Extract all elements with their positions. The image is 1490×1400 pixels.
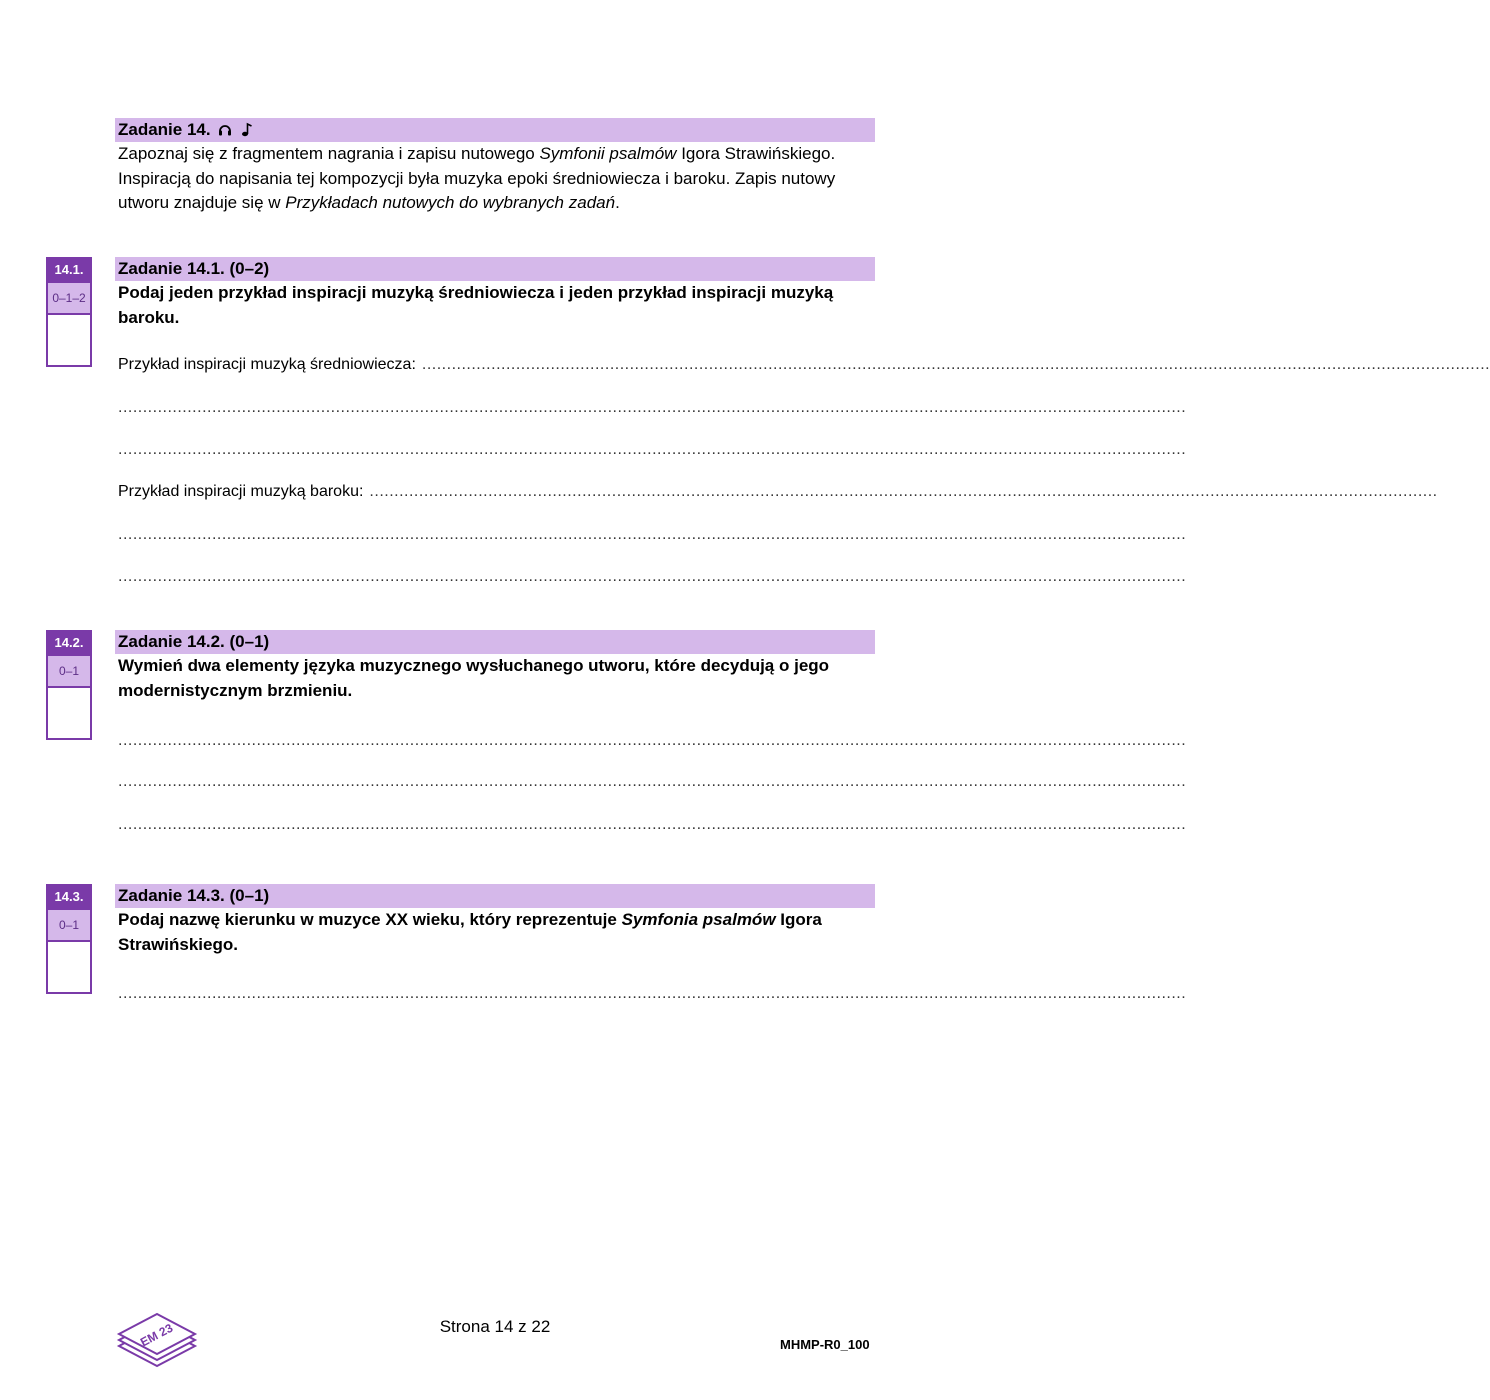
score-box-14-2 [46,630,92,740]
answer-line[interactable]: ........................................................................................................................................................................................................................ [118,399,1187,416]
answer-line[interactable]: ........................................................................................................................................................................................................................ [118,441,1187,458]
answer-line[interactable]: ........................................................................................................................................................................................................................ [118,732,1187,749]
score-box-points: 0–1–2 [48,281,90,315]
exam-code: MHMP-R0_100 [780,1337,870,1352]
score-box-number: 14.2. [48,632,90,654]
score-box-points: 0–1 [48,654,90,688]
task14-1-header [115,257,875,281]
answer-line-baroque[interactable]: Przykład inspiracji muzyką baroku: ........................................................................................................................................................................................................................ [118,481,873,503]
score-box-grade-field[interactable] [48,942,90,992]
task14-2-title: Zadanie 14.2. (0–1) [118,632,270,651]
score-box-grade-field[interactable] [48,688,90,738]
svg-text:EM 23: EM 23 [137,1320,176,1350]
score-box-grade-field[interactable] [48,315,90,365]
answer-label-baroque: Przykład inspiracji muzyką baroku: [118,483,364,500]
task14-2-instruction: Wymień dwa elementy języka muzycznego wysłuchanego utworu, które decydują o jego modernistycznym brzmieniu. [118,656,830,700]
page-number: Strona 14 z 22 [439,1317,551,1336]
answer-label-medieval: Przykład inspiracji muzyką średniowiecza: [118,356,416,373]
task14-title: Zadanie 14. [118,120,211,139]
answer-line[interactable]: ........................................................................................................................................................................................................................ [118,773,1187,790]
task14-1-instruction: Podaj jeden przykład inspiracji muzyką średniowiecza i jeden przykład inspiracji muzyką baroku. [118,283,834,327]
task14-header [115,118,875,142]
answer-line[interactable]: ........................................................................................................................................................................................................................ [118,526,1187,543]
score-box-number: 14.1. [48,259,90,281]
score-box-14-1 [46,257,92,367]
score-box-14-3 [46,884,92,994]
task14-3-instruction: Podaj nazwę kierunku w muzyce XX wieku, który reprezentuje Symfonia psalmów Igora Strawińskiego. [118,910,822,954]
score-box-points: 0–1 [48,908,90,942]
headphones-icon [218,123,232,137]
answer-line-medieval[interactable]: Przykład inspiracji muzyką średniowiecza: ........................................................................................................................................................................................................................ [118,354,873,376]
task14-2-header [115,630,875,654]
score-box-number: 14.3. [48,886,90,908]
task14-1-title: Zadanie 14.1. (0–2) [118,259,270,278]
answer-line[interactable]: ........................................................................................................................................................................................................................ [118,568,1187,585]
task14-3-header [115,884,875,908]
music-note-icon [241,123,253,137]
task14-3-title: Zadanie 14.3. (0–1) [118,886,270,905]
task14-intro: Zapoznaj się z fragmentem nagrania i zapisu nutowego Symfonii psalmów Igora Strawińskiego. Inspiracją do napisania tej kompozycji była muzyka epoki średniowiecza i baroku. Zapis nutowy utworu znajduje się w Przykładach nutowych do wybranych zadań. [118,144,836,212]
answer-line[interactable]: ........................................................................................................................................................................................................................ [118,816,1187,833]
answer-line[interactable]: ........................................................................................................................................................................................................................ [118,985,1187,1002]
